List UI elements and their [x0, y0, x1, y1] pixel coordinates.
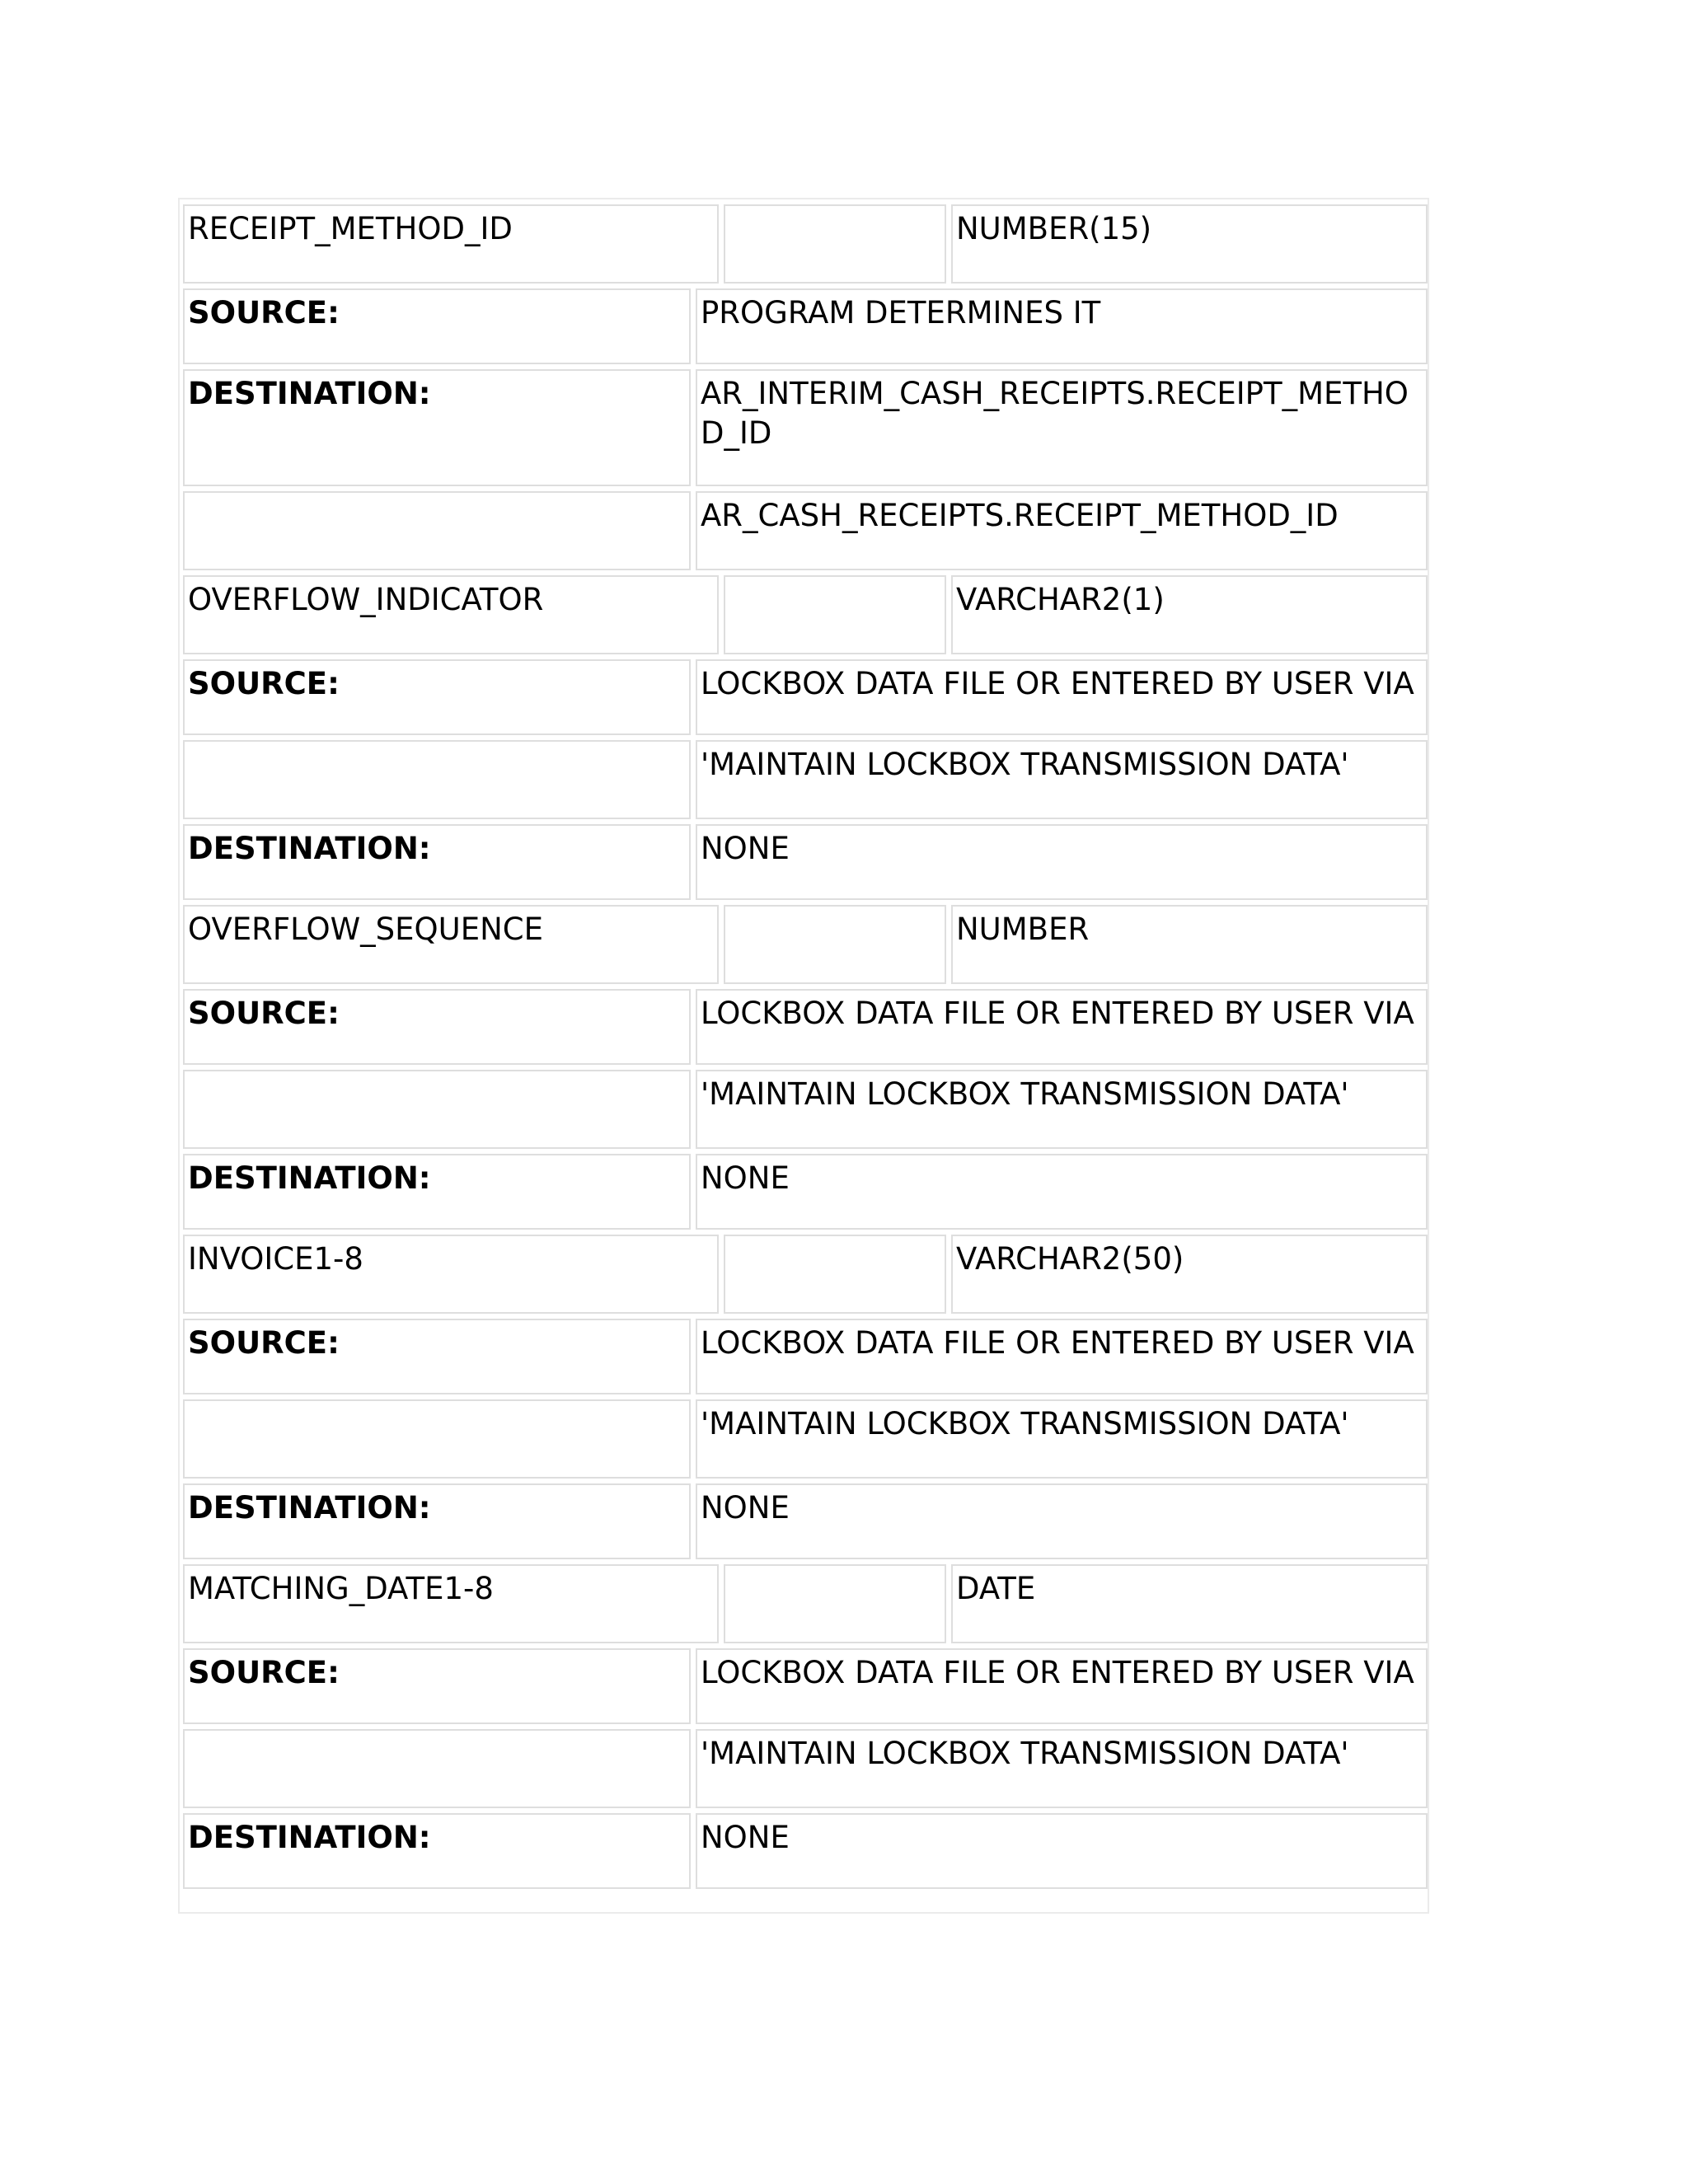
source-value: LOCKBOX DATA FILE OR ENTERED BY USER VIA	[696, 1319, 1428, 1394]
destination-value: NONE	[696, 1813, 1428, 1889]
field-spacer-cell	[724, 1235, 946, 1314]
source-continuation-row	[180, 1070, 1428, 1149]
field-name: MATCHING_DATE1-8	[183, 1564, 719, 1643]
source-row	[180, 1319, 1428, 1394]
source-continuation-row	[180, 1729, 1428, 1808]
field-spacer-cell	[724, 575, 946, 654]
destination-row	[180, 369, 1428, 486]
destination-continuation-row	[180, 491, 1428, 570]
field-definition-table	[178, 198, 1429, 1914]
source-continuation-row	[180, 740, 1428, 819]
source-row	[180, 288, 1428, 364]
source-row	[180, 1648, 1428, 1724]
source-value: 'MAINTAIN LOCKBOX TRANSMISSION DATA'	[696, 740, 1428, 819]
field-type: NUMBER(15)	[951, 204, 1428, 284]
field-spacer-cell	[724, 905, 946, 984]
field-type: NUMBER	[951, 905, 1428, 984]
source-value: 'MAINTAIN LOCKBOX TRANSMISSION DATA'	[696, 1399, 1428, 1479]
destination-value: NONE	[696, 1154, 1428, 1230]
source-value: LOCKBOX DATA FILE OR ENTERED BY USER VIA	[696, 989, 1428, 1065]
destination-row	[180, 1813, 1428, 1889]
empty-label-cell	[183, 1399, 691, 1479]
destination-value: NONE	[696, 824, 1428, 900]
source-value: LOCKBOX DATA FILE OR ENTERED BY USER VIA	[696, 659, 1428, 735]
field-row	[180, 905, 1428, 984]
destination-label: DESTINATION:	[183, 1813, 691, 1889]
field-name: INVOICE1-8	[183, 1235, 719, 1314]
source-label: SOURCE:	[183, 1319, 691, 1394]
field-name: OVERFLOW_SEQUENCE	[183, 905, 719, 984]
source-value: LOCKBOX DATA FILE OR ENTERED BY USER VIA	[696, 1648, 1428, 1724]
field-name: RECEIPT_METHOD_ID	[183, 204, 719, 284]
destination-label: DESTINATION:	[183, 824, 691, 900]
source-value: 'MAINTAIN LOCKBOX TRANSMISSION DATA'	[696, 1729, 1428, 1808]
field-row	[180, 204, 1428, 284]
destination-row	[180, 824, 1428, 900]
destination-label: DESTINATION:	[183, 369, 691, 486]
field-type: VARCHAR2(1)	[951, 575, 1428, 654]
empty-label-cell	[183, 1070, 691, 1149]
field-spacer-cell	[724, 204, 946, 284]
source-label: SOURCE:	[183, 659, 691, 735]
empty-label-cell	[183, 1729, 691, 1808]
destination-value: AR_CASH_RECEIPTS.RECEIPT_METHOD_ID	[696, 491, 1428, 570]
destination-row	[180, 1154, 1428, 1230]
field-type: VARCHAR2(50)	[951, 1235, 1428, 1314]
source-row	[180, 659, 1428, 735]
destination-label: DESTINATION:	[183, 1483, 691, 1559]
source-value: PROGRAM DETERMINES IT	[696, 288, 1428, 364]
field-spacer-cell	[724, 1564, 946, 1643]
empty-label-cell	[183, 740, 691, 819]
source-value: 'MAINTAIN LOCKBOX TRANSMISSION DATA'	[696, 1070, 1428, 1149]
destination-label: DESTINATION:	[183, 1154, 691, 1230]
field-name: OVERFLOW_INDICATOR	[183, 575, 719, 654]
empty-label-cell	[183, 491, 691, 570]
source-label: SOURCE:	[183, 1648, 691, 1724]
field-row	[180, 1564, 1428, 1643]
field-row	[180, 575, 1428, 654]
source-label: SOURCE:	[183, 989, 691, 1065]
field-type: DATE	[951, 1564, 1428, 1643]
destination-value: AR_INTERIM_CASH_RECEIPTS.RECEIPT_METHOD_ID	[696, 369, 1428, 486]
source-row	[180, 989, 1428, 1065]
destination-value: NONE	[696, 1483, 1428, 1559]
source-continuation-row	[180, 1399, 1428, 1479]
destination-row	[180, 1483, 1428, 1559]
source-label: SOURCE:	[183, 288, 691, 364]
field-row	[180, 1235, 1428, 1314]
